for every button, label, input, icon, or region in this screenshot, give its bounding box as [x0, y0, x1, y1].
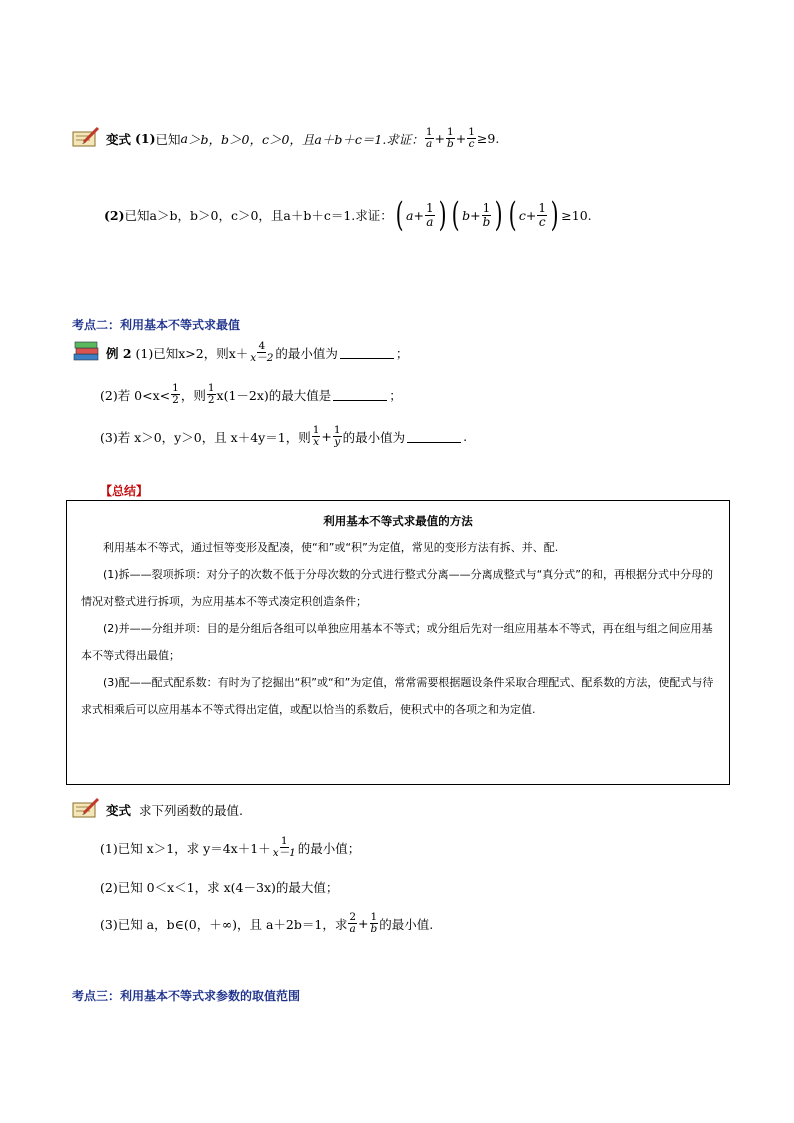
- example2-label: 例 2: [106, 345, 132, 361]
- example2-q1: 例 2 (1)已知x>2，则x＋ $\frac{4}{x-2}$ 的最小值为 ；: [72, 340, 408, 365]
- variant2-q3: (3)已知 a，b∈(0，＋∞)，且 a＋2b＝1，求 $\frac{2}{a}$ + $\frac{1}{b}$ 的最小值.: [100, 911, 434, 936]
- summary-p0: 利用基本不等式，通过恒等变形及配凑，使“和”或“积”为定值，常见的变形方法有拆、并、配.: [103, 541, 559, 554]
- variant2-intro: 求下列函数的最值.: [138, 802, 243, 818]
- variant2-q1: (1)已知 x＞1，求 y＝4x＋1＋ $\frac{1}{x-1}$ 的最小值；: [100, 835, 361, 860]
- summary-title: 利用基本不等式求最值的方法: [323, 514, 473, 528]
- variant2-q3-a: (3)已知 a，b∈(0，＋∞)，且 a＋2b＝1，求: [100, 916, 348, 932]
- variant1-p1-cond-a: 已知: [155, 131, 181, 147]
- example2-q2-c: x(1－2x)的最大值是: [216, 387, 332, 403]
- frac-1-over-c: $\frac{1}{c}$: [468, 125, 475, 150]
- pencil-note-icon: [72, 126, 102, 151]
- variant2-heading: [72, 797, 243, 822]
- example2-q2: (2)若 0<x< $\frac{1}{2}$ ，则 $\frac{1}{2}$ x(1－2x)的最大值是 ；: [100, 382, 402, 407]
- variant1-p2-end: ≥10.: [561, 207, 592, 223]
- variant1-p1-end: ≥9.: [476, 131, 500, 146]
- books-icon: [72, 340, 102, 365]
- frac-4-over-x-2: $\frac{4}{x-2}$: [250, 339, 274, 364]
- answer-blank-1: [340, 346, 394, 359]
- variant1-p2-num: (2): [104, 207, 125, 223]
- summary-p1: (1)拆——裂项拆项：对分子的次数不低于分母次数的分式进行整式分离——分离成整式与“真分式”的和，再根据分式中分母的情况对整式进行拆项，为应用基本不等式凑定积创造条件；: [81, 568, 713, 608]
- variant1-part1: 变式 (1) 已知 a ＞b，b＞0，c＞0，且 a＋b＋c＝1.求证： $\frac{1}{a}$ + $\frac{1}{b}$ + $\frac{1}{c}$ ≥9.: [72, 126, 499, 151]
- example2-q1-a: (1)已知x>2，则x＋: [135, 345, 249, 361]
- example2-q1-b: 的最小值为: [275, 345, 338, 361]
- variant2-q3-b: 的最小值.: [379, 916, 434, 932]
- summary-box: [66, 500, 730, 785]
- variant1-p1-cond-b: ＞b，b＞0，c＞0，且: [188, 131, 315, 147]
- variant1-tag: 变式: [106, 131, 132, 147]
- variant2-q1-b: 的最小值；: [297, 840, 361, 856]
- example2-q3-b: 的最小值为: [342, 429, 406, 445]
- variant1-p2-cond: 已知a＞b，b＞0，c＞0，且a＋b＋c＝1.求证：: [124, 208, 393, 223]
- summary-p3: (3)配——配式配系数：有时为了挖掘出“积”或“和”为定值，常常需要根据题设条件采取合理配式、配系数的方法，使配式与待求式相乘后可以应用基本不等式得出定值，或配以恰当的系数后，使积式中的各项之和为定值.: [81, 676, 714, 716]
- pencil-note-icon: [72, 797, 102, 822]
- variant2-q1-a: (1)已知 x＞1，求 y＝4x＋1＋: [100, 840, 271, 856]
- summary-tag: 【总结】: [100, 484, 149, 498]
- frac-1-over-a: $\frac{1}{a}$: [425, 125, 433, 150]
- section-title-kaodian2: 考点二：利用基本不等式求最值: [72, 318, 241, 332]
- variant1-p1-cond-c: a＋b＋c＝1.求证：: [314, 131, 424, 147]
- example2-q3-a: (3)若 x＞0，y＞0，且 x＋4y＝1，则: [100, 429, 311, 445]
- variant2-q2: (2)已知 0＜x＜1，求 x(4－3x)的最大值；: [100, 880, 339, 895]
- variant1-part2: (2) 已知a＞b，b＞0，c＞0，且a＋b＋c＝1.求证： ( a + $\frac{1}{a}$ ) ( b + $\frac{1}{b}$ ) ( c + $\frac{1}{c}$ ) ≥10.: [104, 195, 592, 235]
- variant2-tag: 变式: [106, 802, 132, 818]
- answer-blank-2: [333, 388, 387, 401]
- example2-q2-a: (2)若 0<x<: [100, 387, 171, 403]
- frac-1-over-b: $\frac{1}{b}$: [446, 125, 454, 150]
- variant1-p1-num: (1): [135, 131, 156, 146]
- example2-q3: (3)若 x＞0，y＞0，且 x＋4y＝1，则 $\frac{1}{x}$ + $\frac{1}{y}$ 的最小值为 .: [100, 424, 468, 449]
- section-title-kaodian3: 考点三：利用基本不等式求参数的取值范围: [72, 989, 301, 1003]
- answer-blank-3: [407, 430, 461, 443]
- summary-p2: (2)并——分组并项：目的是分组后各组可以单独应用基本不等式；或分组后先对一组应用基本不等式，再在组与组之间应用基本不等式得出最值；: [81, 622, 713, 662]
